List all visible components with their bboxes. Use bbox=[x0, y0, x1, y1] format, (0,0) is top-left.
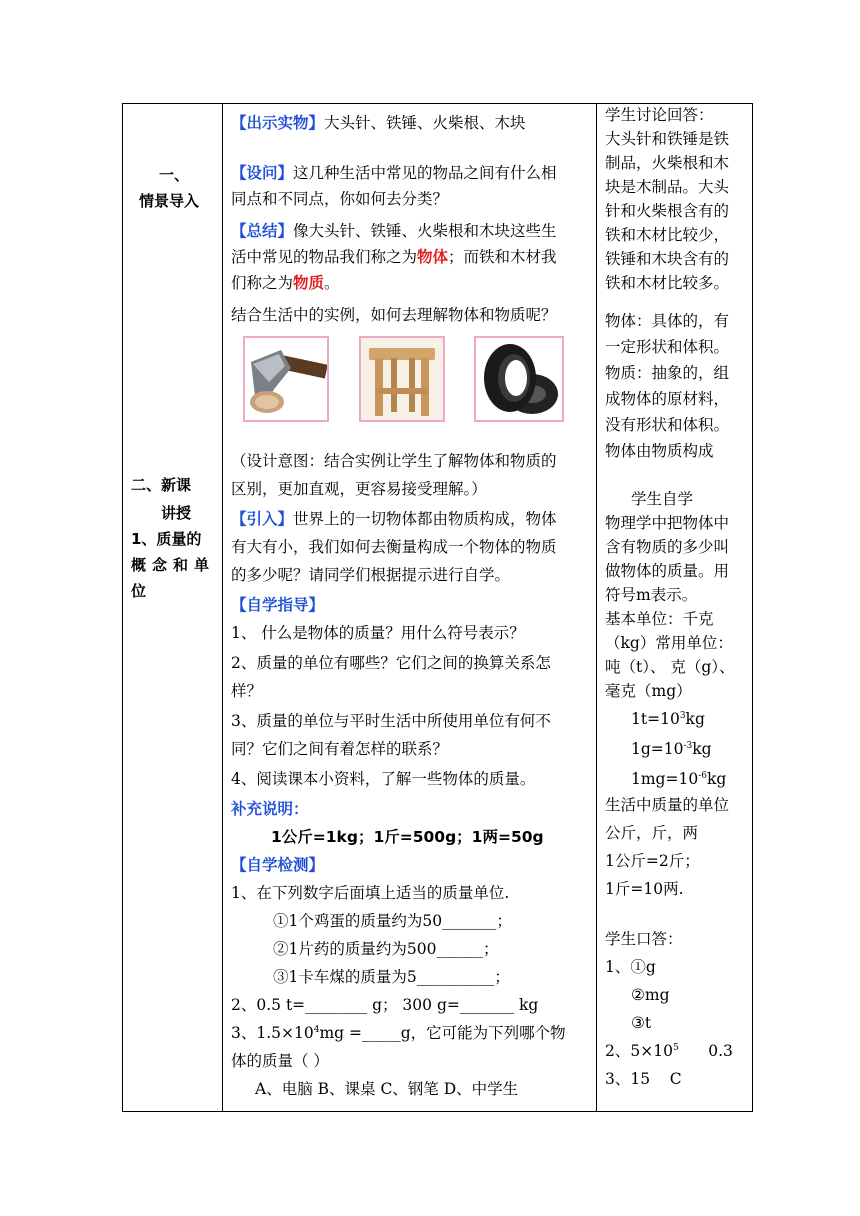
concept-line: 没有形状和体积。 bbox=[605, 416, 730, 434]
life-unit-line: 生活中质量的单位 bbox=[605, 796, 730, 814]
oral-heading: 学生口答： bbox=[605, 930, 683, 948]
column-divider bbox=[596, 104, 597, 1111]
intent-line-2: 区别，更加直观，更容易接受理解。） bbox=[231, 480, 487, 498]
concept-line: 物体：具体的，有 bbox=[605, 312, 730, 330]
selfstudy-line: 吨（t）、 克（g）、 bbox=[605, 658, 735, 676]
concept-line: 成物体的原材料， bbox=[605, 390, 730, 408]
summary-line-3: 们称之为物质。 bbox=[231, 274, 340, 292]
section1-title: 情景导入 bbox=[139, 192, 200, 210]
concept-line: 一定形状和体积。 bbox=[605, 338, 730, 356]
supplement-text: 1公斤=1kg；1斤=500g；1两=50g bbox=[271, 828, 544, 846]
life-unit-line: 公斤，斤，两 bbox=[605, 824, 699, 842]
oral-answer: ②mg bbox=[631, 986, 670, 1004]
content-column bbox=[231, 104, 595, 1111]
guide-item-1: 1、 什么是物体的质量？用什么符号表示？ bbox=[231, 624, 525, 642]
show-line bbox=[231, 116, 526, 132]
hammer-image bbox=[243, 336, 329, 422]
check-tag: 【自学检测】 bbox=[231, 856, 325, 874]
selfstudy-line: 基本单位：千克 bbox=[605, 610, 714, 628]
concept-line: 物体由物质构成 bbox=[605, 442, 714, 460]
check-item-3-options: A、电脑 B、课桌 C、钢笔 D、中学生 bbox=[255, 1080, 519, 1098]
section2-item-end: 位 bbox=[131, 582, 147, 600]
discuss-line: 铁和木材比较少， bbox=[605, 226, 730, 244]
selfstudy-heading: 学生自学 bbox=[631, 490, 694, 508]
selfstudy-line: 毫克（mg） bbox=[605, 682, 692, 700]
guide-item-2-cont: 样？ bbox=[231, 682, 263, 700]
guide-item-3-cont: 同？它们之间有着怎样的联系？ bbox=[231, 740, 449, 758]
intro-line-3: 的多少呢？请同学们根据提示进行自学。 bbox=[231, 566, 511, 584]
unit-conversion: $1g=10^{-3}kg$ bbox=[631, 740, 712, 758]
discuss-line: 针和火柴根含有的 bbox=[605, 202, 730, 220]
discuss-line: 制品，火柴根和木 bbox=[605, 154, 730, 172]
life-unit-line: 1斤=10两. bbox=[605, 880, 684, 898]
selfstudy-line: 物理学中把物体中 bbox=[605, 514, 730, 532]
summary-text: 像大头针、铁锤、火柴根和木块这些生 bbox=[293, 222, 557, 240]
summary-line bbox=[231, 224, 557, 240]
discuss-heading: 学生讨论回答： bbox=[605, 106, 714, 124]
selfstudy-line: 含有物质的多少叫 bbox=[605, 538, 730, 556]
student-column bbox=[605, 104, 751, 1111]
section2-item-cont: 概念和单 bbox=[131, 556, 216, 574]
summary-line-2: 活中常见的物品我们称之为物体；而铁和木材我 bbox=[231, 248, 557, 266]
discuss-line: 大头针和铁锤是铁 bbox=[605, 130, 730, 148]
combine-line: 结合生活中的实例，如何去理解物体和物质呢？ bbox=[231, 306, 557, 324]
check-item-2: 2、0.5 t=________ g； 300 g=_______ kg bbox=[231, 996, 539, 1014]
oral-answer: 1、①g bbox=[605, 958, 656, 976]
section2-subtitle: 讲授 bbox=[161, 504, 192, 522]
check-item-3-cont: 体的质量（ ） bbox=[231, 1052, 329, 1070]
section2-title: 二、新课 bbox=[131, 476, 192, 494]
selfstudy-line: 符号m表示。 bbox=[605, 586, 698, 604]
keyword-matter: 物质 bbox=[293, 274, 325, 292]
tire-image bbox=[474, 336, 564, 422]
question-line bbox=[231, 166, 557, 182]
intro-line: 【引入】世界上的一切物体都由物质构成，物体 bbox=[231, 510, 557, 528]
section1-number: 一、 bbox=[159, 166, 190, 184]
unit-conversion: $1t=10^3kg$ bbox=[631, 710, 705, 728]
concept-line: 物质：抽象的，组 bbox=[605, 364, 730, 382]
discuss-line: 块是木制品。大头 bbox=[605, 178, 730, 196]
guide-tag: 【自学指导】 bbox=[231, 596, 325, 614]
stool-image bbox=[359, 336, 445, 422]
oral-answer: ③t bbox=[631, 1014, 652, 1032]
oral-answer: 2、$5\times 10^5$ 0.3 bbox=[605, 1042, 733, 1060]
guide-item-4: 4、阅读课本小资料，了解一些物体的质量。 bbox=[231, 770, 536, 788]
selfstudy-line: （kg）常用单位： bbox=[605, 634, 733, 652]
guide-item-3: 3、质量的单位与平时生活中所使用单位有何不 bbox=[231, 712, 551, 730]
show-text: 大头针、铁锤、火柴根、木块 bbox=[324, 114, 526, 132]
question-text: 这几种生活中常见的物品之间有什么相 bbox=[293, 164, 557, 182]
supplement-tag: 补充说明： bbox=[231, 800, 309, 818]
discuss-line: 铁锤和木块含有的 bbox=[605, 250, 730, 268]
selfstudy-line: 做物体的质量。用 bbox=[605, 562, 730, 580]
intro-tag: 【引入】 bbox=[231, 510, 294, 528]
check-item-3: 3、$1.5\times 10^4mg$ =_____g，它可能为下列哪个物 bbox=[231, 1024, 566, 1042]
oral-answer: 3、15 C bbox=[605, 1070, 682, 1088]
question-line-2: 同点和不同点，你如何去分类？ bbox=[231, 190, 449, 208]
section-column bbox=[123, 104, 223, 1111]
life-unit-line: 1公斤=2斤； bbox=[605, 852, 700, 870]
check-item-1: 1、在下列数字后面填上适当的质量单位. bbox=[231, 884, 510, 902]
unit-conversion: $1mg=10^{-6}kg$ bbox=[631, 770, 727, 788]
summary-tag: 【总结】 bbox=[231, 222, 294, 240]
question-tag: 【设问】 bbox=[231, 164, 294, 182]
intro-line-2: 有大有小，我们如何去衡量构成一个物体的物质 bbox=[231, 538, 557, 556]
check-item-1b: ②1片药的质量约为500______； bbox=[273, 940, 499, 958]
guide-item-2: 2、质量的单位有哪些？它们之间的换算关系怎 bbox=[231, 654, 551, 672]
check-item-1c: ③1卡车煤的质量为5__________； bbox=[273, 968, 510, 986]
show-tag: 【出示实物】 bbox=[231, 114, 325, 132]
intent-line: （设计意图：结合实例让学生了解物体和物质的 bbox=[231, 452, 557, 470]
discuss-line: 铁和木材比较多。 bbox=[605, 274, 730, 292]
keyword-object: 物体 bbox=[417, 248, 449, 266]
check-item-1a: ①1个鸡蛋的质量约为50_______； bbox=[273, 912, 512, 930]
section2-item: 1、质量的 bbox=[131, 530, 202, 548]
lesson-table bbox=[122, 103, 753, 1112]
